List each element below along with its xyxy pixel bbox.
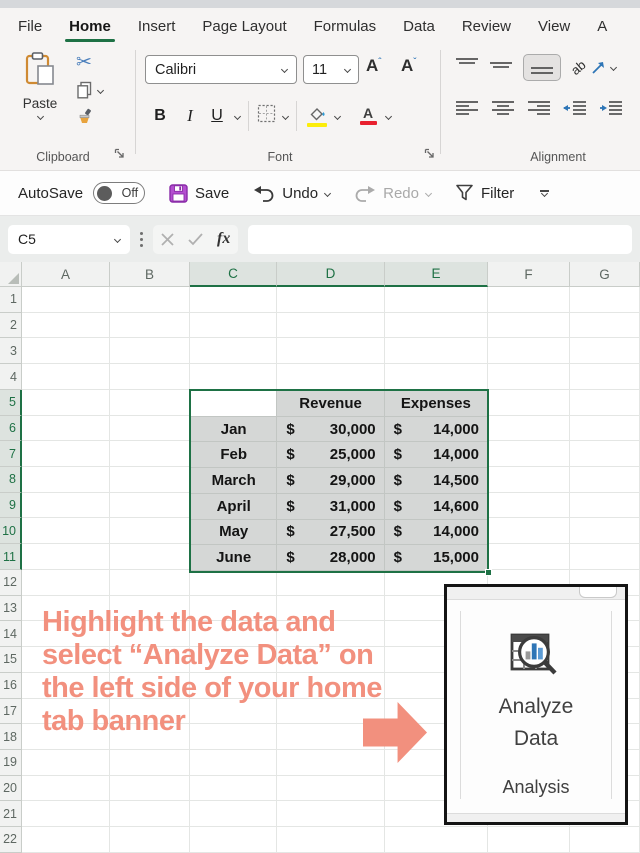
formula-bar-row bbox=[0, 216, 640, 262]
cut-icon[interactable]: ✂ bbox=[76, 52, 92, 73]
column-header-B[interactable]: B bbox=[110, 262, 190, 287]
amount-value: 28,000 bbox=[329, 549, 376, 567]
currency-symbol: $ bbox=[393, 420, 402, 438]
revenue-cell[interactable] bbox=[277, 468, 384, 494]
row-header-5[interactable]: 5 bbox=[0, 390, 22, 416]
row-header-20[interactable]: 20 bbox=[0, 776, 22, 802]
currency-symbol: $ bbox=[286, 472, 295, 490]
cell-F11[interactable] bbox=[488, 544, 570, 570]
fill-color-icon bbox=[307, 106, 327, 121]
row-header-14[interactable]: 14 bbox=[0, 621, 22, 647]
redo-label: Redo bbox=[383, 184, 419, 202]
revenue-cell[interactable] bbox=[277, 520, 384, 546]
cell-A20[interactable] bbox=[22, 776, 110, 802]
cell-F3[interactable] bbox=[488, 338, 570, 364]
cell-F8[interactable] bbox=[488, 467, 570, 493]
undo-dropdown-chevron[interactable] bbox=[324, 189, 331, 196]
amount-value: 15,000 bbox=[433, 549, 479, 567]
fill-color-button[interactable] bbox=[305, 106, 329, 127]
cell-G4[interactable] bbox=[570, 364, 640, 390]
cell-A6[interactable] bbox=[22, 416, 110, 442]
tab-home[interactable]: Home bbox=[69, 8, 111, 44]
orientation-arrow-icon bbox=[591, 61, 605, 75]
cell-B22[interactable] bbox=[110, 827, 190, 853]
save-button[interactable] bbox=[169, 184, 229, 203]
currency-symbol: $ bbox=[286, 446, 295, 464]
currency-symbol: $ bbox=[393, 446, 402, 464]
analysis-group-label: Analysis bbox=[502, 777, 570, 797]
tab-review[interactable]: Review bbox=[461, 17, 512, 35]
copy-icon bbox=[76, 81, 93, 99]
name-box-value: C5 bbox=[18, 231, 36, 247]
font-format-row bbox=[145, 96, 391, 136]
cell-B3[interactable] bbox=[110, 338, 190, 364]
cell-C19[interactable] bbox=[190, 750, 277, 776]
clipboard-small-buttons bbox=[76, 54, 103, 131]
cell-A1[interactable] bbox=[22, 287, 110, 313]
amount-value: 14,500 bbox=[433, 472, 479, 490]
column-header-G[interactable]: G bbox=[570, 262, 640, 287]
cell-E2[interactable] bbox=[385, 313, 488, 339]
tab-a[interactable]: A bbox=[597, 17, 608, 35]
revenue-cell[interactable] bbox=[277, 545, 384, 571]
row-header-2[interactable]: 2 bbox=[0, 313, 22, 339]
filter-icon bbox=[455, 184, 474, 202]
cell-A21[interactable] bbox=[22, 801, 110, 827]
ribbon-tab-bar bbox=[0, 8, 640, 44]
panel-top-tab bbox=[579, 587, 617, 598]
tab-file[interactable]: File bbox=[18, 17, 43, 35]
revenue-cell[interactable] bbox=[277, 442, 384, 468]
cell-F4[interactable] bbox=[488, 364, 570, 390]
row-header-10[interactable]: 10 bbox=[0, 518, 22, 544]
currency-symbol: $ bbox=[393, 497, 402, 515]
annotation-line: the left side of your home bbox=[42, 672, 382, 704]
cell-E3[interactable] bbox=[385, 338, 488, 364]
cell-D20[interactable] bbox=[277, 776, 385, 802]
tab-data[interactable]: Data bbox=[403, 17, 435, 35]
row-header-13[interactable]: 13 bbox=[0, 596, 22, 622]
table-header-expenses[interactable]: Expenses bbox=[385, 391, 487, 417]
cancel-icon[interactable] bbox=[161, 233, 174, 246]
top-align-button[interactable] bbox=[455, 57, 479, 79]
cell-G10[interactable] bbox=[570, 518, 640, 544]
column-header-F[interactable]: F bbox=[488, 262, 570, 287]
table-row bbox=[191, 468, 487, 494]
table-row bbox=[191, 417, 487, 443]
select-all-button[interactable] bbox=[0, 262, 22, 287]
month-cell[interactable]: March bbox=[191, 468, 277, 494]
row-header-18[interactable]: 18 bbox=[0, 724, 22, 750]
cell-G7[interactable] bbox=[570, 441, 640, 467]
undo-button[interactable] bbox=[253, 184, 330, 203]
currency-symbol: $ bbox=[286, 549, 295, 567]
row-header-7[interactable]: 7 bbox=[0, 441, 22, 467]
cell-C4[interactable] bbox=[190, 364, 277, 390]
tab-insert[interactable]: Insert bbox=[137, 17, 176, 35]
currency-symbol: $ bbox=[286, 523, 295, 541]
decrease-font-button[interactable]: $A^ˇ$ bbox=[401, 56, 417, 75]
cell-A11[interactable] bbox=[22, 544, 110, 570]
cell-B19[interactable] bbox=[110, 750, 190, 776]
column-header-A[interactable]: A bbox=[22, 262, 110, 287]
active-tab-underline bbox=[65, 39, 115, 42]
cell-D2[interactable] bbox=[277, 313, 385, 339]
row-header-16[interactable]: 16 bbox=[0, 673, 22, 699]
revenue-cell[interactable] bbox=[277, 417, 384, 443]
fill-handle[interactable] bbox=[485, 569, 492, 576]
font-name-select[interactable] bbox=[145, 55, 297, 84]
amount-value: 29,000 bbox=[329, 472, 376, 490]
amount-value: 14,000 bbox=[433, 523, 479, 541]
enter-icon[interactable] bbox=[188, 233, 203, 246]
cell-F5[interactable] bbox=[488, 390, 570, 416]
table-row bbox=[191, 494, 487, 520]
annotation-line: tab banner bbox=[42, 705, 186, 737]
save-label: Save bbox=[195, 184, 230, 202]
undo-label: Undo bbox=[282, 184, 319, 202]
cell-B11[interactable] bbox=[110, 544, 190, 570]
cell-D3[interactable] bbox=[277, 338, 385, 364]
currency-symbol: $ bbox=[393, 472, 402, 490]
column-headers bbox=[0, 262, 640, 287]
toggle-knob-icon bbox=[97, 186, 112, 201]
row-header-1[interactable]: 1 bbox=[0, 287, 22, 313]
cell-F1[interactable] bbox=[488, 287, 570, 313]
cell-G22[interactable] bbox=[570, 827, 640, 853]
cell-B8[interactable] bbox=[110, 467, 190, 493]
grid-row-1 bbox=[0, 287, 640, 313]
save-icon bbox=[169, 184, 188, 203]
font-dialog-launcher[interactable] bbox=[424, 146, 435, 164]
cell-A10[interactable] bbox=[22, 518, 110, 544]
panel-bottom-strip bbox=[447, 813, 625, 822]
insert-function-button[interactable]: fx bbox=[217, 230, 231, 247]
cell-A3[interactable] bbox=[22, 338, 110, 364]
cell-B20[interactable] bbox=[110, 776, 190, 802]
expenses-cell[interactable] bbox=[385, 468, 487, 494]
amount-value: 14,600 bbox=[433, 497, 479, 515]
font-size-value: 11 bbox=[312, 61, 328, 78]
row-header-19[interactable]: 19 bbox=[0, 750, 22, 776]
filter-label: Filter bbox=[480, 184, 515, 202]
table-header-row bbox=[191, 391, 487, 417]
cell-C2[interactable] bbox=[190, 313, 277, 339]
cell-B10[interactable] bbox=[110, 518, 190, 544]
ribbon bbox=[0, 44, 640, 170]
paste-label: Paste bbox=[22, 96, 58, 111]
cell-D19[interactable] bbox=[277, 750, 385, 776]
align-right-button[interactable] bbox=[527, 100, 551, 121]
analyze-data-panel bbox=[444, 584, 628, 825]
cell-A12[interactable] bbox=[22, 570, 110, 596]
row-header-12[interactable]: 12 bbox=[0, 570, 22, 596]
cell-B5[interactable] bbox=[110, 390, 190, 416]
cell-D21[interactable] bbox=[277, 801, 385, 827]
paste-icon bbox=[25, 52, 55, 91]
row-header-21[interactable]: 21 bbox=[0, 801, 22, 827]
redo-icon bbox=[354, 184, 376, 203]
quick-access-toolbar bbox=[0, 170, 640, 216]
cell-F2[interactable] bbox=[488, 313, 570, 339]
cell-C21[interactable] bbox=[190, 801, 277, 827]
table-row bbox=[191, 545, 487, 571]
font-color-button[interactable] bbox=[356, 107, 380, 125]
cell-B6[interactable] bbox=[110, 416, 190, 442]
cell-G5[interactable] bbox=[570, 390, 640, 416]
amount-value: 27,500 bbox=[329, 523, 376, 541]
row-header-11[interactable]: 11 bbox=[0, 544, 22, 570]
italic-button[interactable]: I bbox=[187, 106, 193, 125]
cell-B21[interactable] bbox=[110, 801, 190, 827]
currency-symbol: $ bbox=[393, 523, 402, 541]
column-header-E[interactable]: E bbox=[385, 262, 488, 287]
font-size-chevron bbox=[344, 66, 351, 73]
active-cell[interactable] bbox=[191, 391, 277, 417]
cell-D4[interactable] bbox=[277, 364, 385, 390]
cell-F9[interactable] bbox=[488, 493, 570, 519]
amount-value: 30,000 bbox=[329, 420, 376, 438]
cell-D22[interactable] bbox=[277, 827, 385, 853]
cell-B12[interactable] bbox=[110, 570, 190, 596]
redo-button-disabled[interactable] bbox=[354, 184, 431, 203]
window-top-edge bbox=[0, 0, 640, 8]
alignment-row-1 bbox=[455, 54, 616, 81]
cell-B1[interactable] bbox=[110, 287, 190, 313]
underline-dropdown-chevron[interactable] bbox=[234, 112, 241, 119]
drag-handle-icon bbox=[140, 232, 143, 247]
expenses-cell[interactable] bbox=[385, 442, 487, 468]
row-header-17[interactable]: 17 bbox=[0, 699, 22, 725]
tab-page-layout[interactable]: Page Layout bbox=[202, 17, 287, 35]
cell-A22[interactable] bbox=[22, 827, 110, 853]
cell-C12[interactable] bbox=[190, 570, 277, 596]
cell-B7[interactable] bbox=[110, 441, 190, 467]
cell-G2[interactable] bbox=[570, 313, 640, 339]
autosave-label: AutoSave bbox=[18, 184, 84, 202]
cell-B9[interactable] bbox=[110, 493, 190, 519]
row-header-4[interactable]: 4 bbox=[0, 364, 22, 390]
row-header-3[interactable]: 3 bbox=[0, 338, 22, 364]
cell-D1[interactable] bbox=[277, 287, 385, 313]
alignment-row-2 bbox=[455, 100, 623, 121]
tab-view[interactable]: View bbox=[538, 17, 571, 35]
currency-symbol: $ bbox=[286, 420, 295, 438]
paste-button[interactable] bbox=[14, 52, 66, 148]
tab-formulas[interactable]: Formulas bbox=[313, 17, 377, 35]
cell-E22[interactable] bbox=[385, 827, 488, 853]
cell-G3[interactable] bbox=[570, 338, 640, 364]
cell-G9[interactable] bbox=[570, 493, 640, 519]
data-table bbox=[189, 389, 489, 573]
expenses-cell[interactable] bbox=[385, 545, 487, 571]
row-header-6[interactable]: 6 bbox=[0, 416, 22, 442]
font-group-label: Font bbox=[267, 150, 293, 164]
clipboard-dialog-launcher[interactable] bbox=[114, 146, 125, 164]
annotation-line: Highlight the data and bbox=[42, 606, 336, 638]
column-header-C[interactable]: C bbox=[190, 262, 277, 287]
copy-dropdown-chevron[interactable] bbox=[97, 86, 104, 93]
table-header-revenue[interactable]: Revenue bbox=[277, 391, 384, 417]
autosave-state: Off bbox=[121, 186, 139, 200]
center-align-button[interactable] bbox=[491, 100, 515, 121]
month-cell[interactable]: Jan bbox=[191, 417, 277, 443]
formula-input[interactable] bbox=[248, 225, 632, 254]
font-name-value: Calibri bbox=[155, 61, 197, 78]
autosave-toggle[interactable] bbox=[93, 182, 145, 204]
revenue-cell[interactable] bbox=[277, 494, 384, 520]
font-color-icon: A bbox=[362, 105, 374, 121]
row-header-15[interactable]: 15 bbox=[0, 647, 22, 673]
clipboard-group-label: Clipboard bbox=[36, 150, 90, 164]
table-row bbox=[191, 442, 487, 468]
group-separator bbox=[440, 50, 441, 154]
cell-F10[interactable] bbox=[488, 518, 570, 544]
grid-row-3 bbox=[0, 338, 640, 364]
annotation-text bbox=[42, 606, 452, 738]
column-header-D[interactable]: D bbox=[277, 262, 385, 287]
decrease-indent-button[interactable] bbox=[563, 100, 587, 121]
formula-buttons bbox=[153, 225, 238, 254]
grid-row-2 bbox=[0, 313, 640, 339]
undo-icon bbox=[253, 184, 275, 203]
cell-A5[interactable] bbox=[22, 390, 110, 416]
alignment-group-label: Alignment bbox=[530, 150, 586, 164]
bold-button[interactable]: B bbox=[154, 107, 166, 124]
format-painter-icon[interactable] bbox=[76, 108, 94, 131]
cell-E1[interactable] bbox=[385, 287, 488, 313]
cell-A7[interactable] bbox=[22, 441, 110, 467]
month-cell[interactable]: May bbox=[191, 520, 277, 546]
cell-C1[interactable] bbox=[190, 287, 277, 313]
orientation-icon: ab bbox=[567, 57, 589, 78]
font-size-select[interactable] bbox=[303, 55, 359, 84]
font-color-bar bbox=[360, 121, 377, 125]
fill-color-chevron[interactable] bbox=[334, 112, 341, 119]
name-box-chevron bbox=[114, 235, 121, 242]
cell-A19[interactable] bbox=[22, 750, 110, 776]
font-color-chevron[interactable] bbox=[385, 112, 392, 119]
cell-F22[interactable] bbox=[488, 827, 570, 853]
row-header-22[interactable]: 22 bbox=[0, 827, 22, 853]
amount-value: 14,000 bbox=[433, 446, 479, 464]
borders-icon[interactable] bbox=[257, 104, 276, 128]
align-left-button[interactable] bbox=[455, 100, 479, 121]
cell-A4[interactable] bbox=[22, 364, 110, 390]
increase-indent-button[interactable] bbox=[599, 100, 623, 121]
fill-color-bar bbox=[307, 123, 327, 127]
table-row bbox=[191, 520, 487, 546]
analyze-data-icon[interactable] bbox=[506, 627, 566, 692]
row-header-8[interactable]: 8 bbox=[0, 467, 22, 493]
cell-G1[interactable] bbox=[570, 287, 640, 313]
cell-B4[interactable] bbox=[110, 364, 190, 390]
paste-dropdown-chevron[interactable] bbox=[36, 113, 43, 120]
row-header-9[interactable]: 9 bbox=[0, 493, 22, 519]
orientation-button[interactable] bbox=[567, 57, 616, 78]
cell-C22[interactable] bbox=[190, 827, 277, 853]
expenses-cell[interactable] bbox=[385, 417, 487, 443]
orientation-chevron[interactable] bbox=[610, 64, 617, 71]
expenses-cell[interactable] bbox=[385, 520, 487, 546]
cell-C20[interactable] bbox=[190, 776, 277, 802]
cell-F7[interactable] bbox=[488, 441, 570, 467]
cell-F6[interactable] bbox=[488, 416, 570, 442]
font-name-chevron bbox=[281, 66, 288, 73]
amount-value: 25,000 bbox=[329, 446, 376, 464]
month-cell[interactable]: April bbox=[191, 494, 277, 520]
cell-C3[interactable] bbox=[190, 338, 277, 364]
middle-align-button[interactable] bbox=[489, 57, 513, 79]
grid-row-22 bbox=[0, 827, 640, 853]
grid-row-4 bbox=[0, 364, 640, 390]
name-box[interactable] bbox=[8, 225, 130, 254]
amount-value: 31,000 bbox=[329, 497, 376, 515]
currency-symbol: $ bbox=[393, 549, 402, 567]
cell-A8[interactable] bbox=[22, 467, 110, 493]
cell-G8[interactable] bbox=[570, 467, 640, 493]
analyze-data-label-line2: Data bbox=[513, 727, 559, 750]
cell-G11[interactable] bbox=[570, 544, 640, 570]
cell-G6[interactable] bbox=[570, 416, 640, 442]
bottom-align-button-selected[interactable] bbox=[523, 54, 561, 81]
annotation-line: select “Analyze Data” on bbox=[42, 639, 374, 671]
borders-dropdown-chevron[interactable] bbox=[282, 112, 289, 119]
month-cell[interactable]: June bbox=[191, 545, 277, 571]
cell-A9[interactable] bbox=[22, 493, 110, 519]
copy-button[interactable] bbox=[76, 81, 103, 99]
cell-D12[interactable] bbox=[277, 570, 385, 596]
increase-font-button[interactable]: $A^ˆ$ bbox=[366, 56, 382, 75]
redo-dropdown-chevron bbox=[425, 189, 432, 196]
cell-A2[interactable] bbox=[22, 313, 110, 339]
underline-button[interactable]: U bbox=[211, 107, 223, 124]
select-all-icon bbox=[8, 273, 19, 284]
cell-B2[interactable] bbox=[110, 313, 190, 339]
customize-toolbar-button[interactable] bbox=[540, 190, 549, 196]
expenses-cell[interactable] bbox=[385, 494, 487, 520]
cell-E4[interactable] bbox=[385, 364, 488, 390]
filter-button[interactable] bbox=[455, 184, 514, 202]
amount-value: 14,000 bbox=[433, 420, 479, 438]
group-separator bbox=[135, 50, 136, 154]
currency-symbol: $ bbox=[286, 497, 295, 515]
month-cell[interactable]: Feb bbox=[191, 442, 277, 468]
analyze-data-label-line1: Analyze bbox=[498, 695, 574, 718]
